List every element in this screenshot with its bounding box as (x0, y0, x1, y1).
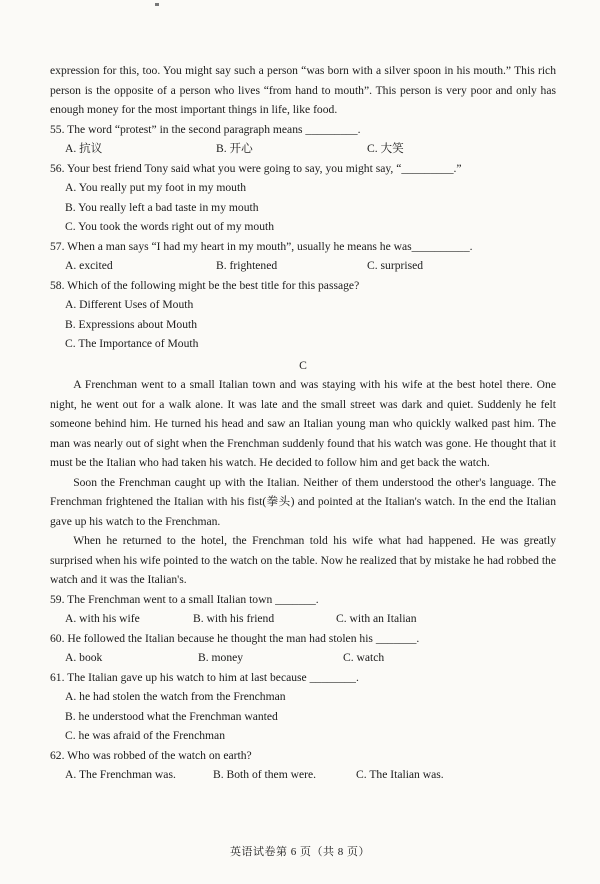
section-c-label: C (299, 358, 307, 372)
question-58 (50, 276, 556, 354)
option-c: C. with an Italian (336, 612, 417, 625)
question-59-options (50, 609, 556, 629)
option-a: A. excited (65, 259, 113, 272)
question-61-stem: 61. The Italian gave up his watch to him at last because ________. (50, 670, 359, 684)
option-b: B. Expressions about Mouth (65, 317, 198, 331)
question-55 (50, 120, 556, 159)
passage-c-paragraph-1: A Frenchman went to a small Italian town and was staying with his wife at the best hotel there. One night, he went out for a walk alone. It was late and the small street was dark and quiet. Suddenly he felt someone behind him. He turned his head and saw an Italian young man who quickly walked past him. The man was nearly out of sight when the Frenchman suddenly found that his watch was gone. He thought that it must be the Italian who had taken his watch. He decided to follow him and get back the watch. (50, 378, 556, 469)
option-c: C. The Importance of Mouth (65, 337, 199, 350)
option-a: A. You really put my foot in my mouth (65, 181, 246, 194)
option-c: C. watch (343, 651, 385, 664)
option-c: C. 大笑 (367, 142, 404, 155)
option-c: C. he was afraid of the Frenchman (65, 729, 226, 742)
option-c: C. You took the words right out of my mouth (65, 220, 275, 233)
question-59-stem: 59. The Frenchman went to a small Italian town _______. (50, 592, 319, 606)
option-a: A. book (65, 651, 103, 664)
option-a: A. he had stolen the watch from the Frenchman (65, 690, 286, 703)
question-60 (50, 629, 556, 668)
question-61 (50, 668, 556, 746)
question-57-stem: 57. When a man says “I had my heart in my mouth”, usually he means he was__________. (50, 239, 473, 253)
question-56 (50, 159, 556, 237)
passage-c-paragraph-2: Soon the Frenchman caught up with the Italian. Neither of them understood the other's language. The Frenchman frightened the Italian with his fist(拳头) and pointed at the Italian's watch. In the end the Italian gave up his watch to the Frenchman. (50, 475, 556, 528)
question-62-options (50, 765, 556, 785)
question-62 (50, 746, 556, 785)
option-b: B. with his friend (193, 612, 275, 625)
option-b: B. money (198, 651, 244, 664)
option-a: A. 抗议 (65, 142, 103, 155)
option-a: A. with his wife (65, 612, 140, 625)
question-58-stem: 58. Which of the following might be the best title for this passage? (50, 278, 360, 292)
option-c: C. The Italian was. (356, 768, 444, 781)
question-56-stem: 56. Your best friend Tony said what you were going to say, you might say, “_________.” (50, 161, 462, 175)
question-59 (50, 590, 556, 629)
passage-b-tail: expression for this, too. You might say such a person “was born with a silver spoon in his mouth.” This rich person is the opposite of a person who lives “from hand to mouth”. This person is very poor and only has enough money for the most important things in life, like food. (50, 64, 556, 116)
option-b: B. You really left a bad taste in my mouth (65, 200, 259, 214)
question-60-stem: 60. He followed the Italian because he thought the man had stolen his _______. (50, 631, 420, 645)
question-55-options (50, 139, 556, 159)
option-a: A. The Frenchman was. (65, 768, 176, 781)
option-b: B. frightened (216, 259, 278, 272)
passage-c-paragraph-3: When he returned to the hotel, the Frenchman told his wife what had happened. He was greatly surprised when his wife pointed to the watch on the table. Now he realized that by mistake he had robbed the watch and it was the Italian's. (50, 534, 556, 586)
option-a: A. Different Uses of Mouth (65, 298, 194, 311)
passage-c (50, 375, 556, 590)
question-57 (50, 237, 556, 276)
scan-mark (155, 3, 159, 6)
option-c: C. surprised (367, 259, 424, 272)
question-62-stem: 62. Who was robbed of the watch on earth? (50, 748, 252, 762)
page-content (50, 61, 556, 785)
question-60-options (50, 648, 556, 668)
question-57-options (50, 256, 556, 276)
option-b: B. 开心 (216, 142, 253, 155)
option-b: B. Both of them were. (213, 768, 317, 781)
option-b: B. he understood what the Frenchman wanted (65, 709, 278, 723)
question-55-stem: 55. The word “protest” in the second paragraph means _________. (50, 122, 361, 136)
page-footer: 英语试卷第 6 页（共 8 页） (230, 846, 370, 858)
